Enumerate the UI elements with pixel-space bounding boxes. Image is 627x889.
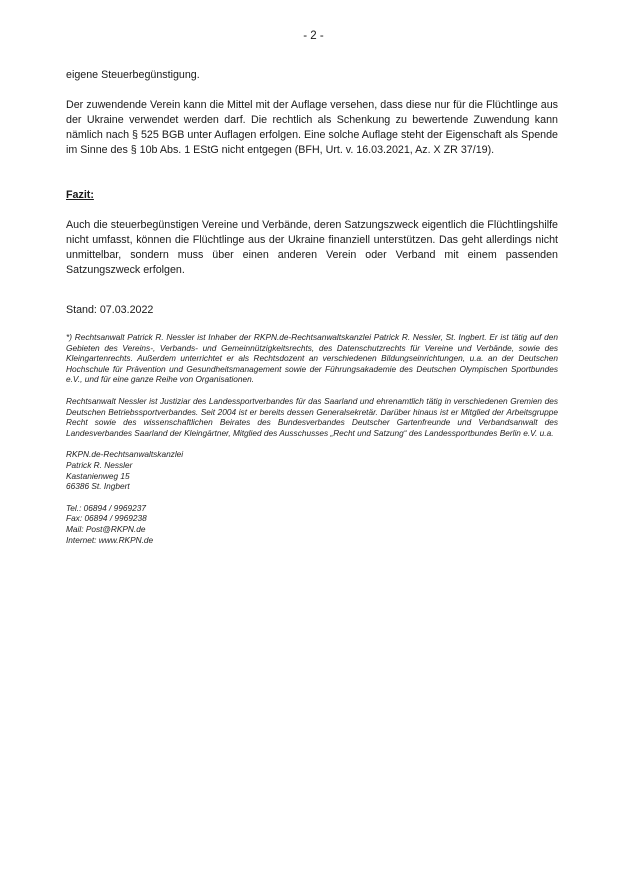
email-link[interactable]: Mail: Post@RKPN.de [66,523,146,534]
city: 66386 St. Ingbert [66,481,130,492]
author-note-1: *) Rechtsanwalt Patrick R. Nessler ist Inhaber der RKPN.de-Rechtsanwaltskanzlei Patrick R. Nessler, St. Ingbert. Er ist tätig auf den Gebieten des Vereins-, Verbands- und Gemeinnützigkeitsrechts, des Datenschutzrechts für Vereine und Verbände, sowie des Kleingartenrechts. Außerdem unterrichtet er als Rechtsdozent an verschiedenen Bildungseinrichtungen, u.a. an der Deutschen Hochschule für Prävention und Gesundheitsmanagement sowie der Führungsakademie des Deutschen Olympischen Sportbundes e.V., und für eine ganze Reihe von Organisationen. [66,332,558,385]
lawyer-name: Patrick R. Nessler [66,459,133,470]
author-note-2: Rechtsanwalt Nessler ist Justiziar des Landessportverbandes für das Saarland und ehrenamtlich tätig in verschiedenen Gremien des Deutschen Betriebssportverbandes. Seit 2004 ist er bereits dessen Generalsekretär. Darüber hinaus ist er Mitglied der Arbeitsgruppe Recht sowie des wissenschaftlichen Beirates des Bundesverbandes Deutscher Gartenfreunde und Verbandsanwalt des Landesverbandes Saarland der Kleingärtner, Mitglied des Ausschusses „Recht und Satzung“ des Landessportbundes Berlin e.V. u.a. [66,395,558,438]
page-number: - 2 - [303,30,324,42]
paragraph-continuation: eigene Steuerbegünstigung. [66,69,200,81]
street: Kastanienweg 15 [66,470,130,481]
fazit-text: Auch die steuerbegünstigen Vereine und Verbände, deren Satzungszweck eigentlich die Flüchtlingshilfe nicht umfasst, können die Flüchtlinge aus der Ukraine finanziell unterstützen. Das geht allerdings nicht unmittelbar, sondern muss über einen anderen Verein oder Verband mit einem passenden Satzungszweck erfolgen. [66,219,558,276]
firm-name: RKPN.de-Rechtsanwaltskanzlei [66,449,184,460]
address-block [66,449,558,491]
stand-date: Stand: 07.03.2022 [66,304,154,316]
website-link[interactable]: Internet: www.RKPN.de [66,534,154,545]
paragraph-auflage: Der zuwendende Verein kann die Mittel mit der Auflage versehen, dass diese nur für die Flüchtlinge aus der Ukraine verwendet werden darf. Die rechtlich als Schenkung zu bewertende Zuwendung kann nämlich nach § 525 BGB unter Auflagen erfolgen. Eine solche Auflage steht der Eigenschaft als Spende im Sinne des § 10b Abs. 1 EStG nicht entgegen (BFH, Urt. v. 16.03.2021, Az. X ZR 37/19). [66,99,558,156]
phone: Tel.: 06894 / 9969237 [66,502,146,513]
fazit-heading: Fazit: [66,189,94,201]
contact-block [66,503,558,545]
page-content [66,68,558,545]
fax: Fax: 06894 / 9969238 [66,513,147,524]
